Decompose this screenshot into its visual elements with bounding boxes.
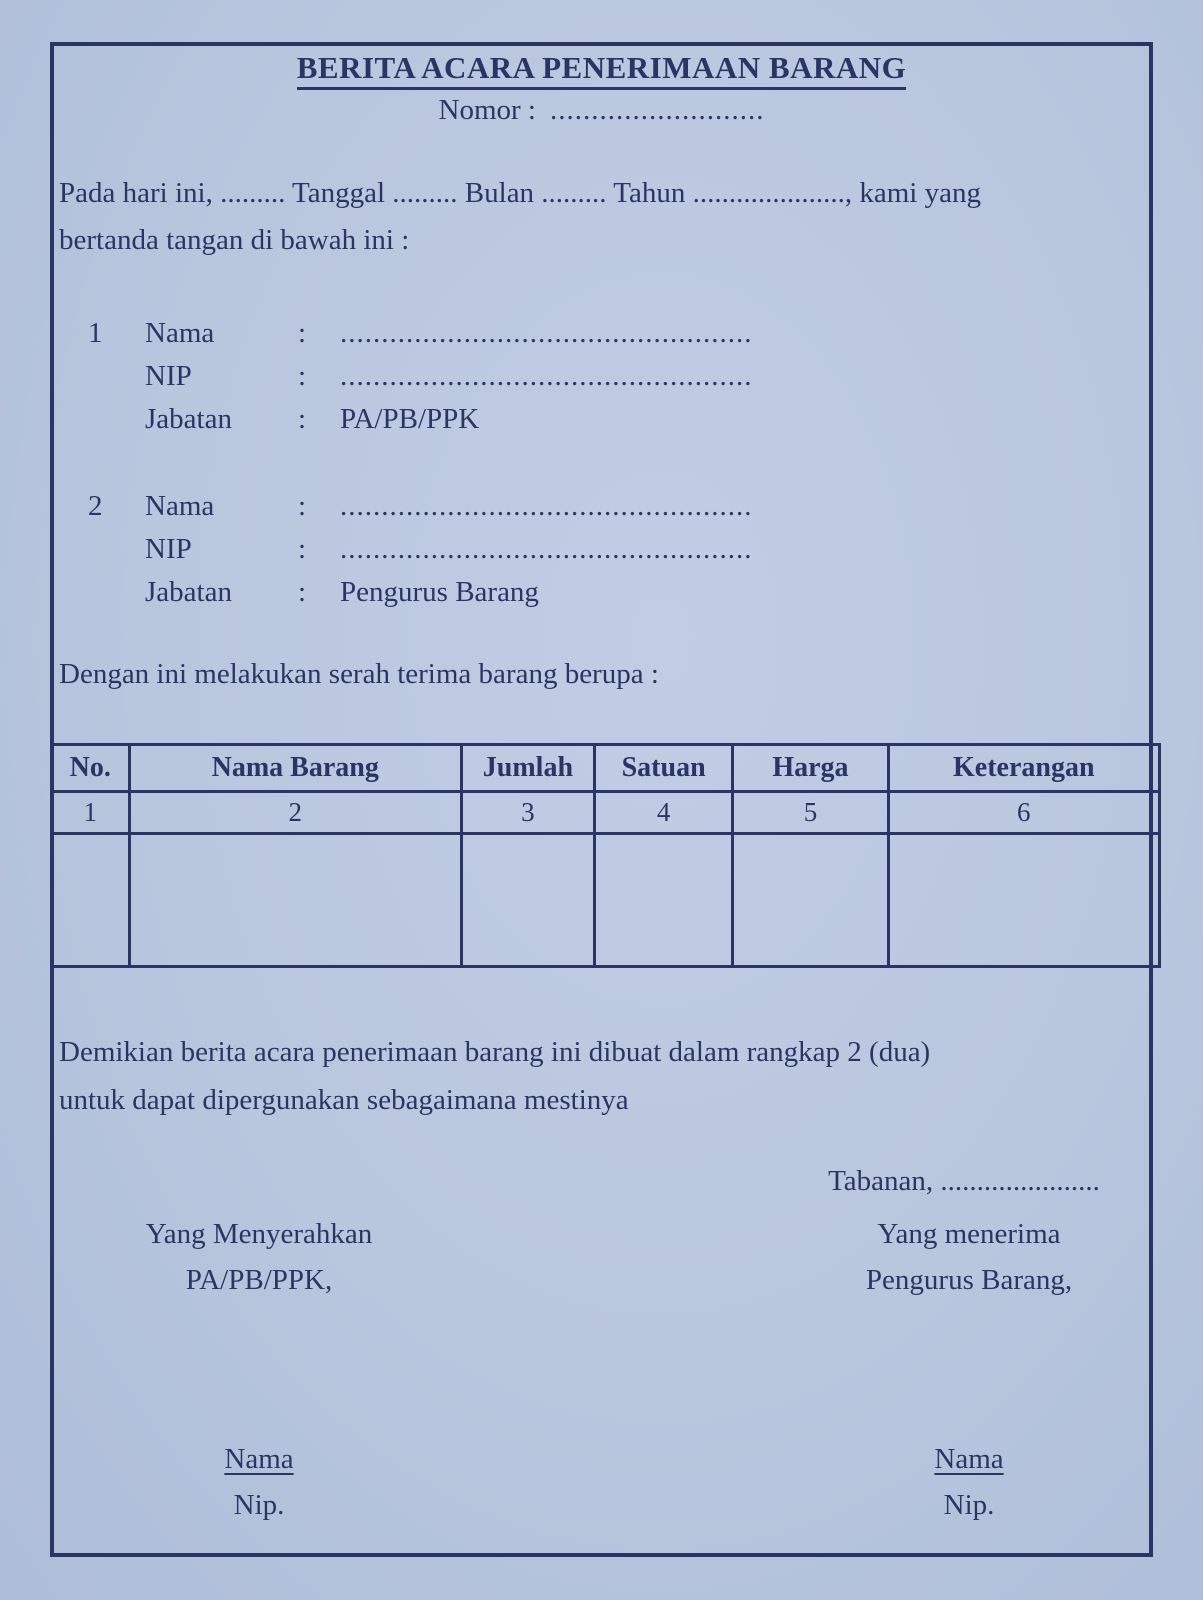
field-label: NIP bbox=[145, 360, 192, 392]
field-label: Jabatan bbox=[145, 576, 232, 608]
items-table bbox=[50, 743, 1161, 968]
party-number bbox=[88, 571, 145, 614]
colon: : bbox=[298, 317, 307, 349]
header-satuan: Satuan bbox=[594, 745, 733, 792]
colnum-3: 3 bbox=[461, 792, 594, 834]
header-keterangan: Keterangan bbox=[888, 745, 1160, 792]
party-1-nama-row bbox=[54, 312, 1144, 355]
empty-cell bbox=[52, 834, 130, 967]
signature-right-roles bbox=[799, 1211, 1139, 1303]
nomor-label: Nomor : bbox=[438, 94, 536, 126]
empty-cell bbox=[129, 834, 461, 967]
sig-right-name-label: Nama bbox=[934, 1443, 1004, 1475]
field-label: Nama bbox=[145, 317, 215, 349]
nomor-line bbox=[54, 94, 1149, 127]
colon: : bbox=[298, 360, 307, 392]
party-number bbox=[88, 528, 145, 571]
field-blank: .................................................. bbox=[340, 533, 753, 565]
party-number bbox=[88, 398, 145, 441]
colnum-2: 2 bbox=[129, 792, 461, 834]
handover-line: Dengan ini melakukan serah terima barang berupa : bbox=[59, 658, 659, 690]
place-date-line: Tabanan, ...................... bbox=[828, 1165, 1100, 1197]
title-row bbox=[54, 50, 1149, 90]
table-header-row bbox=[52, 745, 1160, 792]
sig-left-role-1: Yang Menyerahkan bbox=[145, 1218, 373, 1250]
party-number bbox=[88, 355, 145, 398]
party-1-nip-row bbox=[54, 355, 1144, 398]
closing-line-2: untuk dapat dipergunakan sebagaimana mestinya bbox=[59, 1084, 629, 1116]
closing-paragraph bbox=[59, 1028, 1144, 1124]
colon: : bbox=[298, 533, 307, 565]
sig-left-nip-label: Nip. bbox=[233, 1489, 285, 1521]
empty-cell bbox=[888, 834, 1160, 967]
intro-line-1: Pada hari ini, ......... Tanggal ......... Bulan ......... Tahun ....................., kami yang bbox=[59, 177, 981, 209]
sig-right-role-2: Pengurus Barang, bbox=[865, 1264, 1073, 1296]
header-nama-barang: Nama Barang bbox=[129, 745, 461, 792]
field-blank: .................................................. bbox=[340, 490, 753, 522]
field-value: PA/PB/PPK bbox=[340, 403, 480, 435]
party-2-jabatan-row bbox=[54, 571, 1144, 614]
header-no: No. bbox=[52, 745, 130, 792]
party-number: 1 bbox=[88, 317, 103, 349]
signature-left-roles bbox=[114, 1211, 404, 1303]
party-1-jabatan-row bbox=[54, 398, 1144, 441]
document-border-frame bbox=[50, 42, 1153, 1557]
field-blank: .................................................. bbox=[340, 317, 753, 349]
page-title: BERITA ACARA PENERIMAAN BARANG bbox=[297, 50, 907, 90]
party-2-nama-row bbox=[54, 485, 1144, 528]
party-2-block bbox=[54, 485, 1144, 614]
field-blank: .................................................. bbox=[340, 360, 753, 392]
colnum-6: 6 bbox=[888, 792, 1160, 834]
sig-left-role-2: PA/PB/PPK, bbox=[185, 1264, 333, 1296]
field-value: Pengurus Barang bbox=[340, 576, 539, 608]
empty-cell bbox=[461, 834, 594, 967]
sig-right-role-1: Yang menerima bbox=[877, 1218, 1061, 1250]
nomor-blank: .......................... bbox=[549, 94, 765, 126]
colon: : bbox=[298, 576, 307, 608]
intro-line-2: bertanda tangan di bawah ini : bbox=[59, 224, 410, 256]
colon: : bbox=[298, 403, 307, 435]
closing-line-1: Demikian berita acara penerimaan barang ini dibuat dalam rangkap 2 (dua) bbox=[59, 1036, 931, 1068]
party-number: 2 bbox=[88, 490, 103, 522]
header-jumlah: Jumlah bbox=[461, 745, 594, 792]
intro-paragraph bbox=[59, 170, 1144, 264]
colnum-4: 4 bbox=[594, 792, 733, 834]
signature-right-name-block bbox=[799, 1436, 1139, 1528]
field-label: NIP bbox=[145, 533, 192, 565]
party-2-nip-row bbox=[54, 528, 1144, 571]
colon: : bbox=[298, 490, 307, 522]
empty-cell bbox=[594, 834, 733, 967]
header-harga: Harga bbox=[733, 745, 888, 792]
empty-cell bbox=[733, 834, 888, 967]
column-number-row bbox=[52, 792, 1160, 834]
table-empty-row bbox=[52, 834, 1160, 967]
colnum-1: 1 bbox=[52, 792, 130, 834]
colnum-5: 5 bbox=[733, 792, 888, 834]
sig-left-name-label: Nama bbox=[224, 1443, 294, 1475]
field-label: Jabatan bbox=[145, 403, 232, 435]
signature-left-name-block bbox=[114, 1436, 404, 1528]
party-1-block bbox=[54, 312, 1144, 441]
sig-right-nip-label: Nip. bbox=[943, 1489, 995, 1521]
field-label: Nama bbox=[145, 490, 215, 522]
